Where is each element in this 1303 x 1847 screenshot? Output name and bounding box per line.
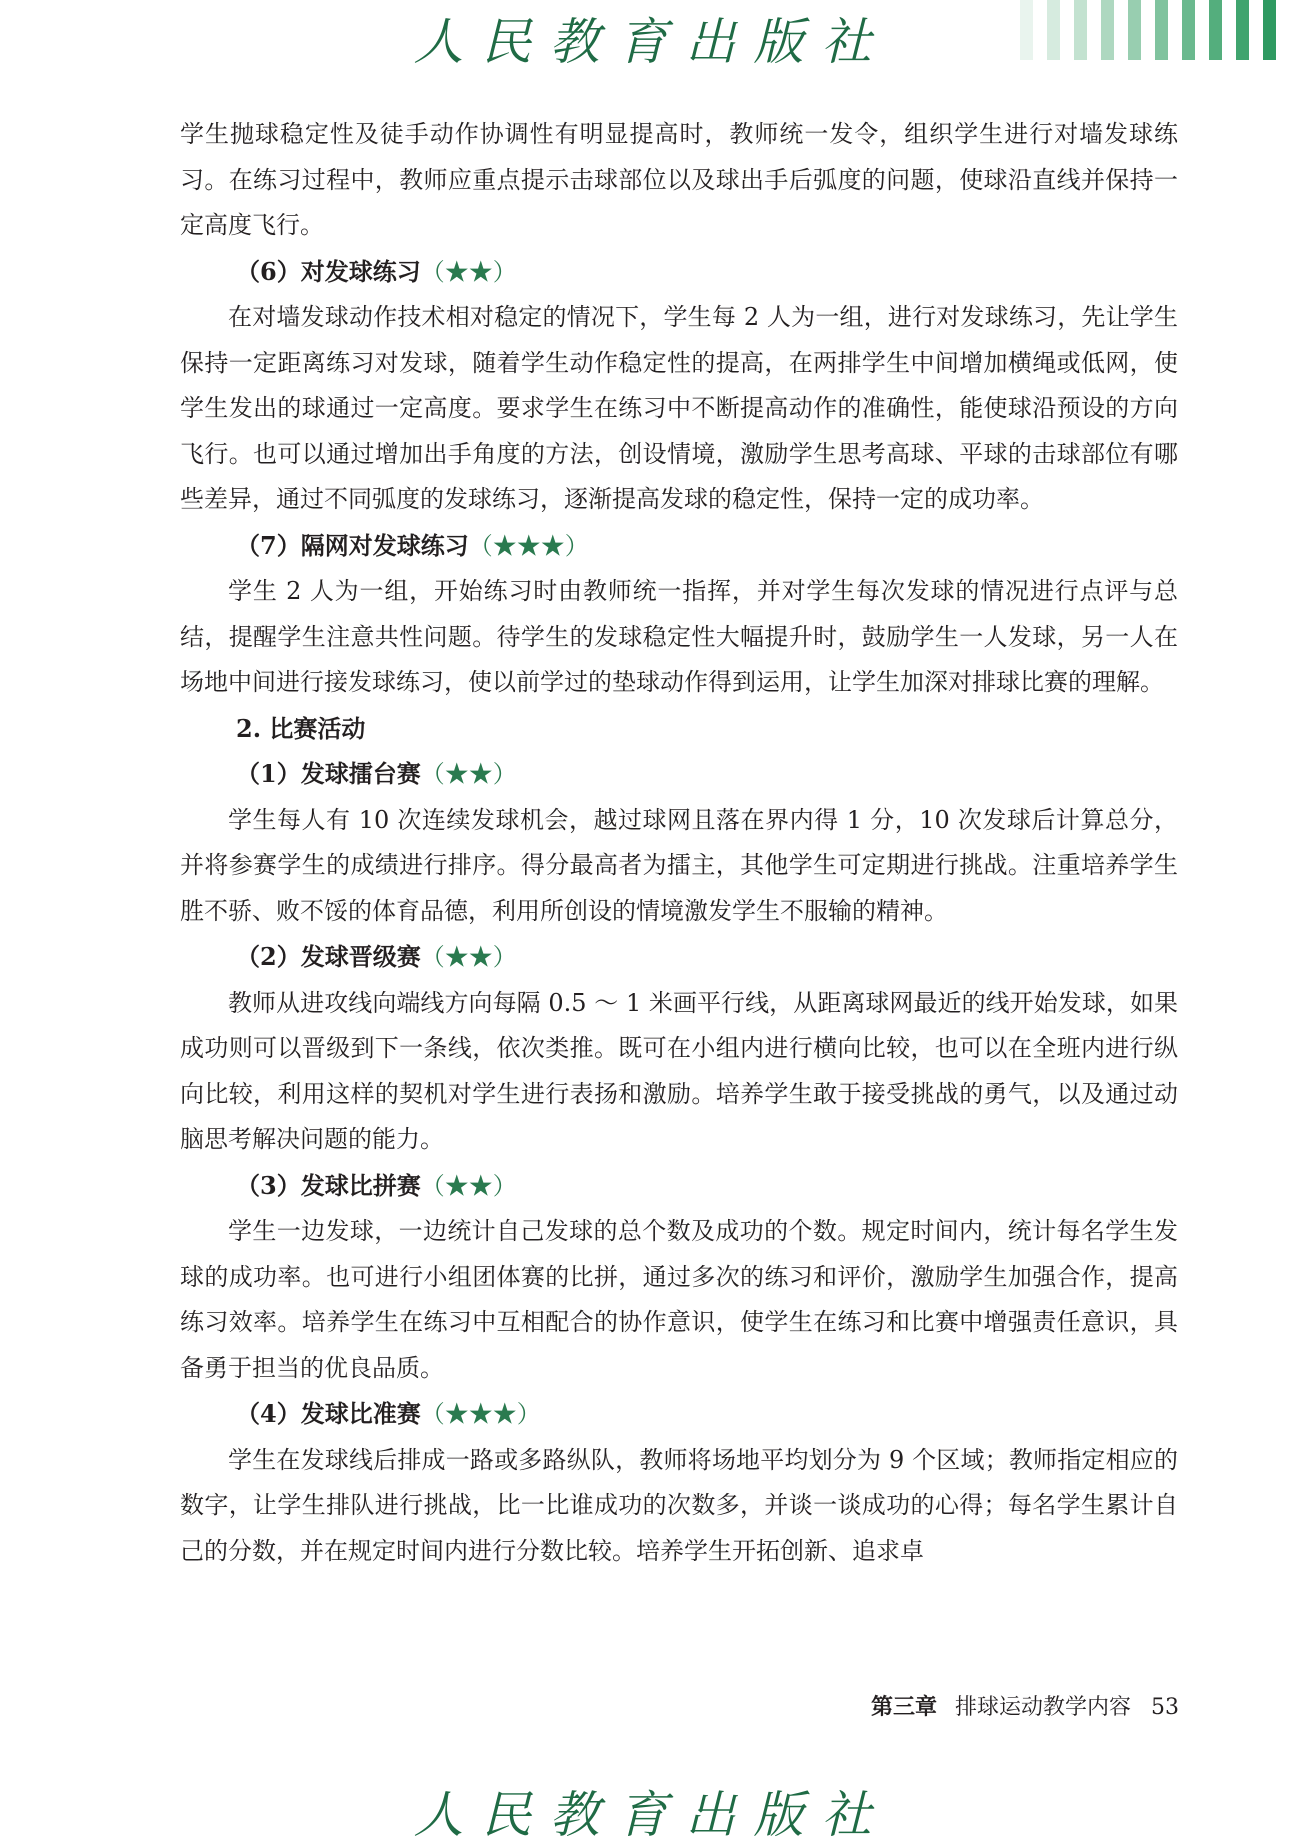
section-heading — [180, 1163, 1178, 1210]
footer-title: 排球运动教学内容 — [954, 1695, 1131, 1720]
heading-text: （3）发球比拼赛 — [236, 1170, 421, 1200]
section-heading — [180, 523, 1178, 570]
heading-text: （2）发球晋级赛 — [236, 942, 421, 971]
heading-text: （1）发球擂台赛 — [236, 759, 421, 788]
page-body — [180, 112, 1178, 1574]
difficulty-stars: （★★★） — [420, 1400, 541, 1428]
difficulty-stars: （★★） — [420, 1171, 517, 1200]
section-heading — [180, 1391, 1178, 1438]
paragraph: 学生在发球线后排成一路或多路纵队，教师将场地平均划分为 9 个区域；教师指定相应的数字，让学生排队进行挑战，比一比谁成功的次数多，并谈一谈成功的心得；每名学生累计自己的分数，并在规定时间内进行分数比较。培养学生开拓创新、追求卓 — [180, 1445, 1178, 1565]
heading-text: （7）隔网对发球练习 — [236, 530, 469, 560]
paragraph: 学生每人有 10 次连续发球机会，越过球网且落在界内得 1 分，10 次发球后计算总分，并将参赛学生的成绩进行排序。得分最高者为擂主，其他学生可定期进行挑战。注重培养学生胜不骄、败不馁的体育品德，利用所创设的情境激发学生不服输的精神。 — [180, 805, 1178, 925]
section-heading — [180, 706, 1178, 752]
paragraph: 学生一边发球，一边统计自己发球的总个数及成功的个数。规定时间内，统计每名学生发球的成功率。也可进行小组团体赛的比拼，通过多次的练习和评价，激励学生加强合作，提高练习效率。培养学生在练习中互相配合的协作意识，使学生在练习和比赛中增强责任意识，具备勇于担当的优良品质。 — [180, 1217, 1178, 1382]
paragraph: 学生抛球稳定性及徒手动作协调性有明显提高时，教师统一发令，组织学生进行对墙发球练习。在练习过程中，教师应重点提示击球部位以及球出手后弧度的问题，使球沿直线并保持一定高度飞行。 — [180, 120, 1178, 239]
difficulty-stars: （★★） — [420, 257, 517, 286]
publisher-logo-bottom: 人民教育出版社 — [413, 1786, 890, 1844]
page-footer — [871, 1690, 1179, 1721]
difficulty-stars: （★★★） — [468, 531, 589, 560]
paragraph: 学生 2 人为一组，开始练习时由教师统一指挥，并对学生每次发球的情况进行点评与总结，提醒学生注意共性问题。待学生的发球稳定性大幅提升时，鼓励学生一人发球，另一人在场地中间进行接发球练习，使以前学过的垫球动作得到运用，让学生加深对排球比赛的理解。 — [180, 577, 1178, 696]
heading-text: （6）对发球练习 — [236, 256, 421, 286]
paragraph: 教师从进攻线向端线方向每隔 0.5 ～ 1 米画平行线，从距离球网最近的线开始发球，如果成功则可以晋级到下一条线，依次类推。既可在小组内进行横向比较，也可以在全班内进行纵向比较，利用这样的契机对学生进行表扬和激励。培养学生敢于接受挑战的勇气，以及通过动脑思考解决问题的能力。 — [180, 988, 1178, 1153]
difficulty-stars: （★★） — [420, 943, 517, 971]
publisher-logo-top: 人民教育出版社 — [413, 13, 890, 71]
heading-text: （4）发球比准赛 — [236, 1399, 421, 1428]
footer-chapter: 第三章 — [870, 1694, 937, 1720]
section-heading — [180, 934, 1178, 981]
section-heading — [180, 249, 1178, 296]
page-number: 53 — [1151, 1695, 1179, 1720]
difficulty-stars: （★★） — [420, 760, 517, 788]
heading-text: 2. 比赛活动 — [236, 713, 366, 743]
section-heading — [180, 751, 1178, 798]
paragraph: 在对墙发球动作技术相对稳定的情况下，学生每 2 人为一组，进行对发球练习，先让学生保持一定距离练习对发球，随着学生动作稳定性的提高，在两排学生中间增加横绳或低网，使学生发出的球通过一定高度。要求学生在练习中不断提高动作的准确性，能使球沿预设的方向飞行。也可以通过增加出手角度的方法，创设情境，激励学生思考高球、平球的击球部位有哪些差异，通过不同弧度的发球练习，逐渐提高发球的稳定性，保持一定的成功率。 — [180, 303, 1178, 513]
